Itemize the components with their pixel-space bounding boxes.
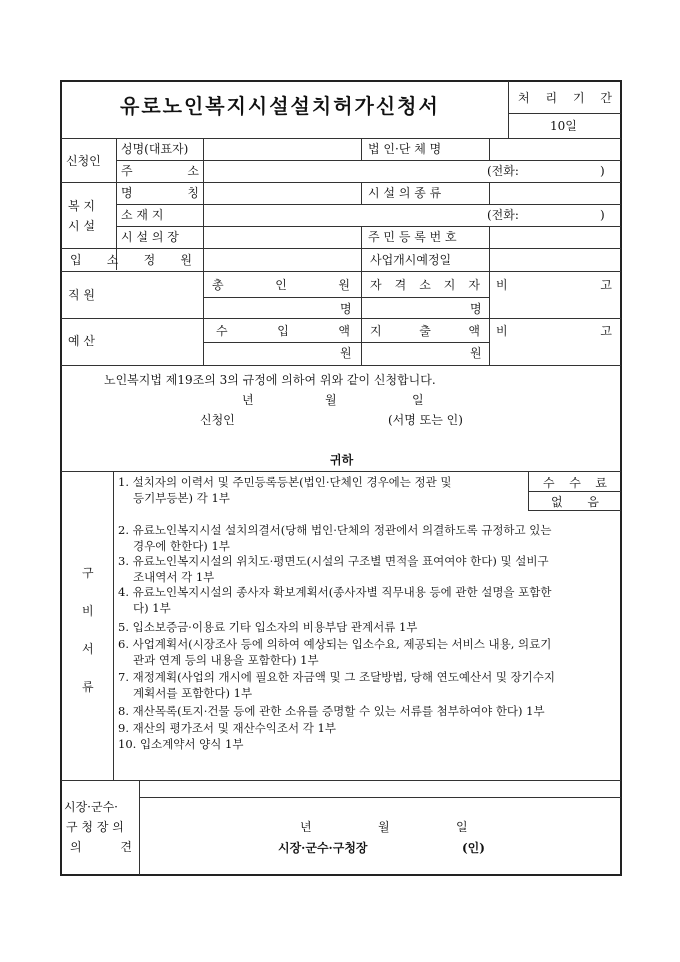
applicant-section-label: 신청인 [66,154,101,168]
facility-type-field[interactable] [491,184,619,203]
expense-unit: 원 [470,346,482,360]
start-date-label: 사업개시예정일 [370,253,452,267]
budget-note-field[interactable] [491,344,619,364]
capacity-label: 입 소 정 원 [70,253,192,267]
qualified-staff-unit: 명 [470,302,482,316]
document-item-9: 9. 재산의 평가조서 및 재산수익조서 각 1부 [118,721,336,735]
address-field[interactable] [205,162,485,181]
document-item-2: 2. 유료노인복지시설 설치의결서(당해 법인·단체의 정관에서 의결하도록 규정하고 있는 [118,523,552,537]
opinion-seal: (인) [462,841,485,855]
facility-type-label: 시 설 의 종 류 [368,186,442,200]
document-item-3: 3. 유료노인복지시설의 위치도·평면도(시설의 구조별 면적을 표여여야 한다) 및 설비구 [118,554,549,568]
documents-label-3: 서 [82,642,94,656]
documents-label-2: 비 [82,604,94,618]
staff-note-label: 비 고 [496,278,612,292]
facility-phone-label: (전화: [487,208,519,222]
document-item-1: 1. 설치자의 이력서 및 주민등록등본(법인·단체인 경우에는 정관 및 [118,475,452,489]
documents-label-1: 구 [82,566,94,580]
income-label: 수 입 액 [216,324,350,338]
facility-director-field[interactable] [205,228,359,247]
facility-location-field[interactable] [205,206,485,225]
processing-period-value: 10일 [550,119,577,133]
fee-value: 없 음 [551,495,599,509]
signature-label: (서명 또는 인) [388,413,463,427]
opinion-year: 년 [300,820,312,834]
declaration-month: 월 [325,393,337,407]
processing-period-label: 처 리 기 간 [518,91,612,105]
fee-label: 수 수 료 [543,476,607,490]
document-item-5: 5. 입소보증금·이용료 기타 입소자의 비용부담 관계서류 1부 [118,620,418,634]
declaration-day: 일 [412,393,424,407]
corp-name-field[interactable] [491,140,619,159]
opinion-day: 일 [456,820,468,834]
name-label: 성명(대표자) [121,142,189,156]
declaration-text: 노인복지법 제19조의 3의 규정에 의하여 위와 같이 신청합니다. [104,373,436,387]
document-item-7: 7. 재정계획(사업의 개시에 필요한 자금액 및 그 조달방법, 당해 연도예산서 및 장기수지 [118,670,556,684]
document-item-4: 4. 유료노인복지시설의 종사자 확보계획서(종사자별 직무내용 등에 관한 설명을 포함한 [118,585,552,599]
opinion-label: 시장·군수· [64,800,118,814]
staff-note-field[interactable] [491,299,619,317]
corp-name-label: 법 인·단 체 명 [368,142,442,156]
expense-label: 지 출 액 [370,324,480,338]
facility-name-field[interactable] [205,184,359,203]
opinion-signer: 시장·군수·구청장 [278,841,368,855]
total-staff-unit: 명 [340,302,352,316]
total-staff-label: 총 인 원 [212,278,350,292]
opinion-month: 월 [378,820,390,834]
start-date-field[interactable] [491,250,619,269]
resident-no-label: 주 민 등 록 번 호 [368,230,457,244]
qualified-staff-label: 자 격 소 지 자 [370,278,480,292]
budget-note-label: 비 고 [496,324,612,338]
name-field[interactable] [205,140,359,159]
documents-label-4: 류 [82,680,94,694]
resident-no-field[interactable] [491,228,619,247]
budget-label: 예 산 [68,334,95,348]
facility-section-label: 복 지 [68,199,95,213]
declaration-year: 년 [242,393,254,407]
address-label: 주 소 [121,164,199,178]
addressee: 귀하 [330,453,354,467]
income-unit: 원 [340,346,352,360]
applicant-phone-label: (전화: [487,164,519,178]
facility-location-label: 소 재 지 [121,208,164,222]
document-item-6: 6. 사업계획서(시장조사 등에 의하여 예상되는 입소수요, 제공되는 서비스 내용, 의료기 [118,637,552,651]
document-item-10: 10. 입소계약서 양식 1부 [118,737,244,751]
declaration-applicant-label: 신청인 [200,413,235,427]
facility-director-label: 시 설 의 장 [121,230,179,244]
staff-label: 직 원 [68,288,95,302]
capacity-field[interactable] [205,250,359,269]
form-title: 유로노인복지시설설치허가신청서 [120,94,440,118]
facility-name-label: 명 칭 [121,186,199,200]
document-item-8: 8. 재산목록(토지·건물 등에 관한 소유를 증명할 수 있는 서류를 첨부하여야 한다) 1부 [118,704,545,718]
